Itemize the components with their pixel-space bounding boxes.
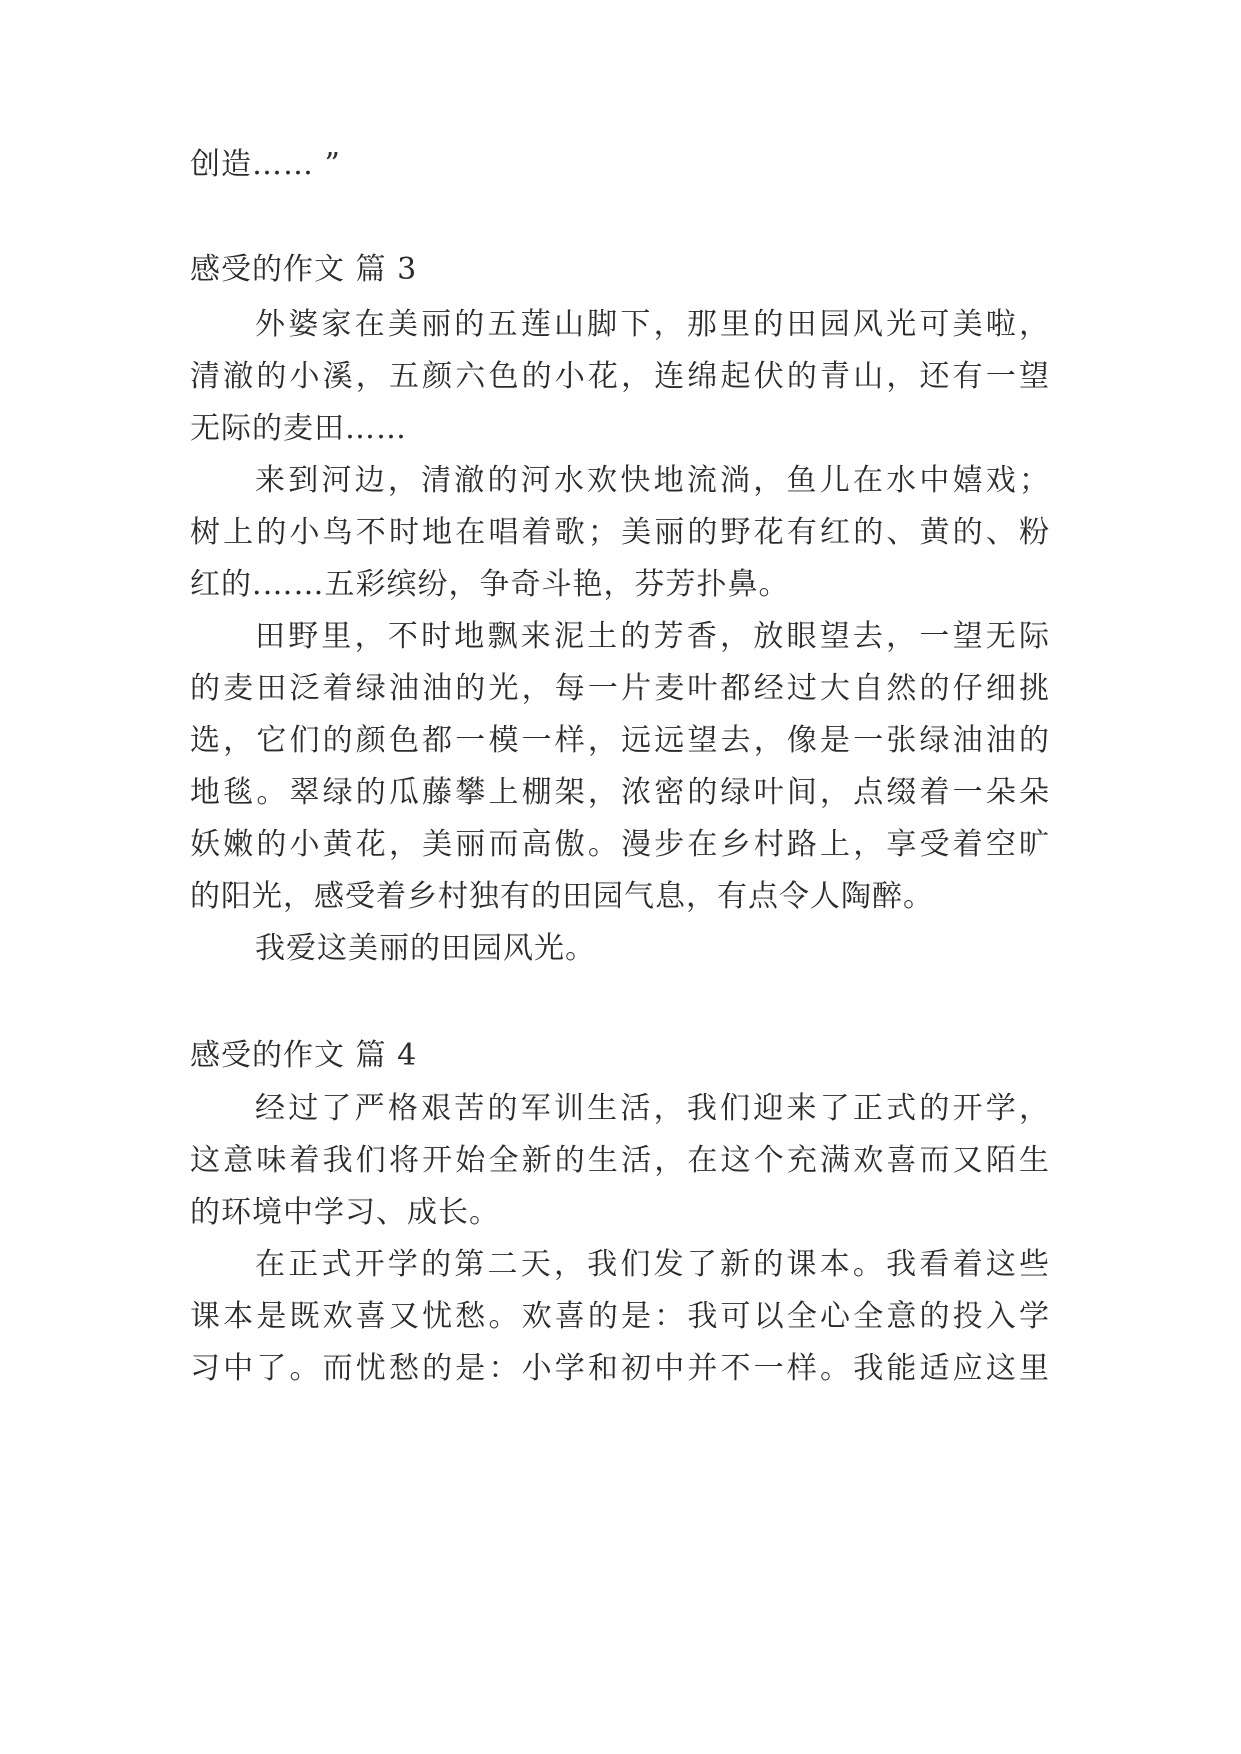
- paragraph-line: 来到河边，清澈的河水欢快地流淌，鱼儿在水中嬉戏；: [255, 463, 1050, 498]
- paragraph-line: 课本是既欢喜又忧愁。欢喜的是：我可以全心全意的投入学: [190, 1299, 1050, 1334]
- paragraph-line: 红的.……五彩缤纷，争奇斗艳，芬芳扑鼻。: [190, 567, 790, 602]
- paragraph-line: 的环境中学习、成长。: [190, 1195, 500, 1230]
- paragraph-line: 清澈的小溪，五颜六色的小花，连绵起伏的青山，还有一望: [190, 359, 1050, 394]
- paragraph-line: 这意味着我们将开始全新的生活，在这个充满欢喜而又陌生: [190, 1143, 1050, 1178]
- section-heading: 感受的作文 篇 4: [190, 1038, 418, 1073]
- paragraph-line: 的阳光，感受着乡村独有的田园气息，有点令人陶醉。: [190, 879, 934, 914]
- paragraph-line: 无际的麦田……: [190, 411, 407, 446]
- paragraph-line: 选，它们的颜色都一模一样，远远望去，像是一张绿油油的: [190, 723, 1050, 758]
- text-line: 创造…… ”: [190, 147, 341, 182]
- paragraph-line: 的麦田泛着绿油油的光，每一片麦叶都经过大自然的仔细挑: [190, 671, 1050, 706]
- paragraph-line: 田野里，不时地飘来泥土的芳香，放眼望去，一望无际: [255, 619, 1050, 654]
- paragraph-line: 我爱这美丽的田园风光。: [255, 931, 596, 966]
- section-heading: 感受的作文 篇 3: [190, 252, 418, 287]
- paragraph-line: 外婆家在美丽的五莲山脚下，那里的田园风光可美啦，: [255, 307, 1050, 342]
- paragraph-line: 树上的小鸟不时地在唱着歌；美丽的野花有红的、黄的、粉: [190, 515, 1050, 550]
- paragraph-line: 妖嫩的小黄花，美丽而高傲。漫步在乡村路上，享受着空旷: [190, 827, 1050, 862]
- paragraph-line: 在正式开学的第二天，我们发了新的课本。我看着这些: [255, 1247, 1050, 1282]
- paragraph-line: 经过了严格艰苦的军训生活，我们迎来了正式的开学，: [255, 1091, 1050, 1126]
- paragraph-line: 习中了。而忧愁的是：小学和初中并不一样。我能适应这里: [190, 1351, 1050, 1386]
- paragraph-line: 地毯。翠绿的瓜藤攀上棚架，浓密的绿叶间，点缀着一朵朵: [190, 775, 1050, 810]
